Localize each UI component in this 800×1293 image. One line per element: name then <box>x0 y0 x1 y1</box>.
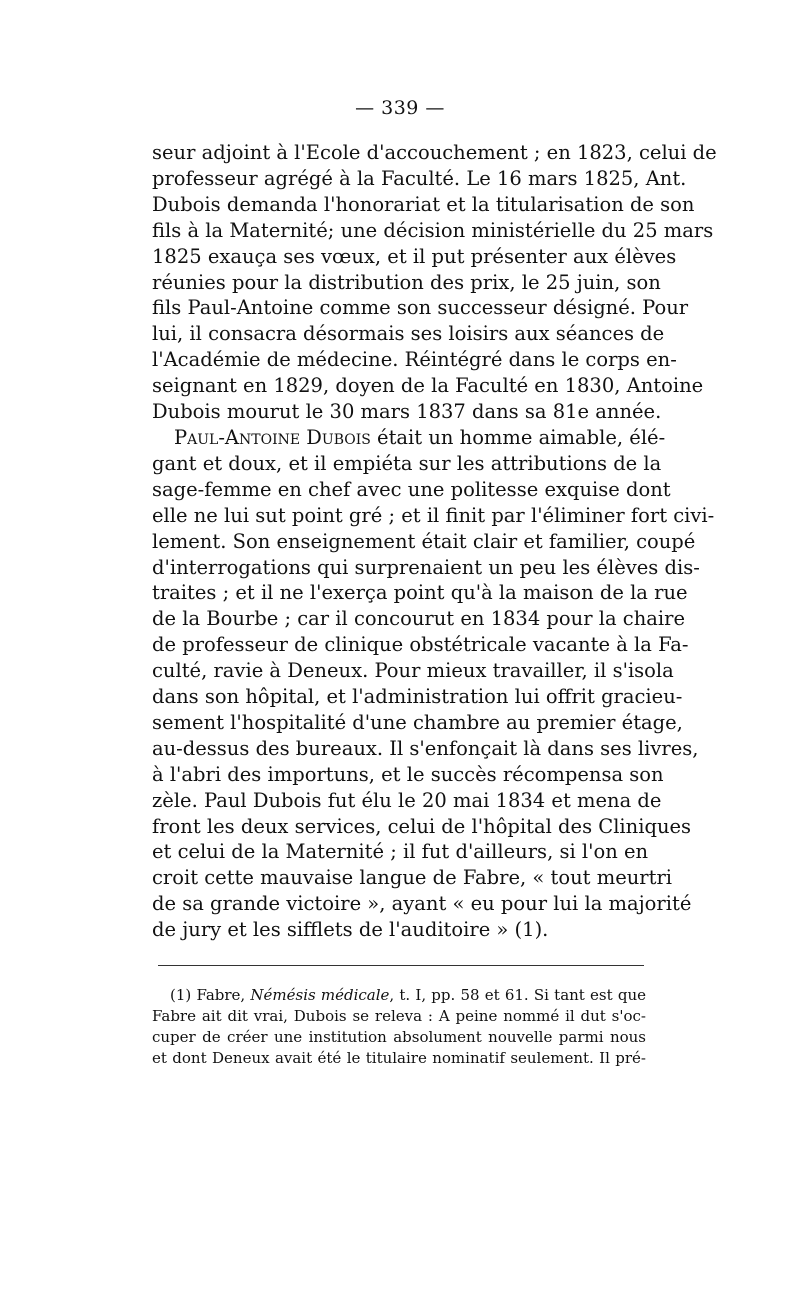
text-line: de professeur de clinique obstétricale vacante à la Fa- <box>152 633 689 657</box>
text-line: dans son hôpital, et l'administration lui offrit gracieu- <box>152 685 683 709</box>
text-line: seur adjoint à l'Ecole d'accouchement ; en 1823, celui de <box>152 141 717 164</box>
text-line: lement. Son enseignement était clair et familier, coupé <box>152 529 696 553</box>
text-line: l'Académie de médecine. Réintégré dans le corps en- <box>152 348 677 372</box>
text-line: zèle. Paul Dubois fut élu le 20 mai 1834 et mena de <box>152 788 662 812</box>
text-line: sage-femme en chef avec une politesse exquise dont <box>152 477 671 501</box>
text-line: Dubois mourut le 30 mars 1837 dans sa 81e année. <box>152 400 662 424</box>
text-line: fils Paul-Antoine comme son successeur désigné. Pour <box>152 296 689 320</box>
text-line: au-dessus des bureaux. Il s'enfonçait là dans ses livres, <box>152 736 699 760</box>
footnote <box>152 985 646 1069</box>
text-line: réunies pour la distribution des prix, le 25 juin, son <box>152 270 661 294</box>
person-name: Paul-Antoine Dubois <box>174 425 371 449</box>
text-line: 1825 exauça ses vœux, et il put présenter aux élèves <box>152 244 677 268</box>
footnote-line: cuper de créer une institution absolument nouvelle parmi nous <box>152 1028 646 1046</box>
text-fragment: , t. I, pp. 58 et 61. Si tant est que <box>389 986 646 1004</box>
text-line: front les deux services, celui de l'hôpital des Cliniques <box>152 814 692 838</box>
text-line: elle ne lui sut point gré ; et il finit par l'éliminer fort civi- <box>152 503 715 527</box>
text-line: sement l'hospitalité d'une chambre au premier étage, <box>152 710 683 734</box>
text-line: croit cette mauvaise langue de Fabre, « tout meurtri <box>152 866 673 890</box>
text-line: Dubois demanda l'honorariat et la titularisation de son <box>152 192 695 216</box>
paragraph-2 <box>152 425 715 943</box>
text-line: seignant en 1829, doyen de la Faculté en 1830, Antoine <box>152 374 704 398</box>
cited-title: Némésis médicale <box>250 986 390 1004</box>
footnote-line: Fabre ait dit vrai, Dubois se releva : A peine nommé il dut s'oc- <box>152 1007 646 1025</box>
text-line: et celui de la Maternité ; il fut d'ailleurs, si l'on en <box>152 840 649 864</box>
text-line: de la Bourbe ; car il concourut en 1834 pour la chaire <box>152 607 686 631</box>
footnote-divider <box>158 965 644 966</box>
text-line: de jury et les sifflets de l'auditoire » (1). <box>152 918 549 942</box>
text-line: culté, ravie à Deneux. Pour mieux travailler, il s'isola <box>152 659 674 683</box>
text-line: professeur agrégé à la Faculté. Le 16 mars 1825, Ant. <box>152 166 687 190</box>
footnote-marker: (1) Fabre, <box>170 986 251 1004</box>
paragraph-1 <box>152 140 717 425</box>
text-line <box>152 425 666 451</box>
text-line: fils à la Maternité; une décision ministérielle du 25 mars <box>152 218 714 242</box>
main-text <box>152 140 717 943</box>
text-line: d'interrogations qui surprenaient un peu les élèves dis- <box>152 555 700 579</box>
footnote-line: et dont Deneux avait été le titulaire nominatif seulement. Il pré- <box>152 1049 646 1067</box>
text-fragment: était un homme aimable, élé- <box>370 425 666 449</box>
text-line: traites ; et il ne l'exerça point qu'à la maison de la rue <box>152 581 688 605</box>
text-line: de sa grande victoire », ayant « eu pour lui la majorité <box>152 892 692 916</box>
footnote-line <box>152 985 646 1006</box>
text-line: à l'abri des importuns, et le succès récompensa son <box>152 762 664 786</box>
page-number: — 339 — <box>355 97 445 119</box>
text-line: lui, il consacra désormais ses loisirs aux séances de <box>152 322 665 346</box>
text-line: gant et doux, et il empiéta sur les attributions de la <box>152 451 662 475</box>
